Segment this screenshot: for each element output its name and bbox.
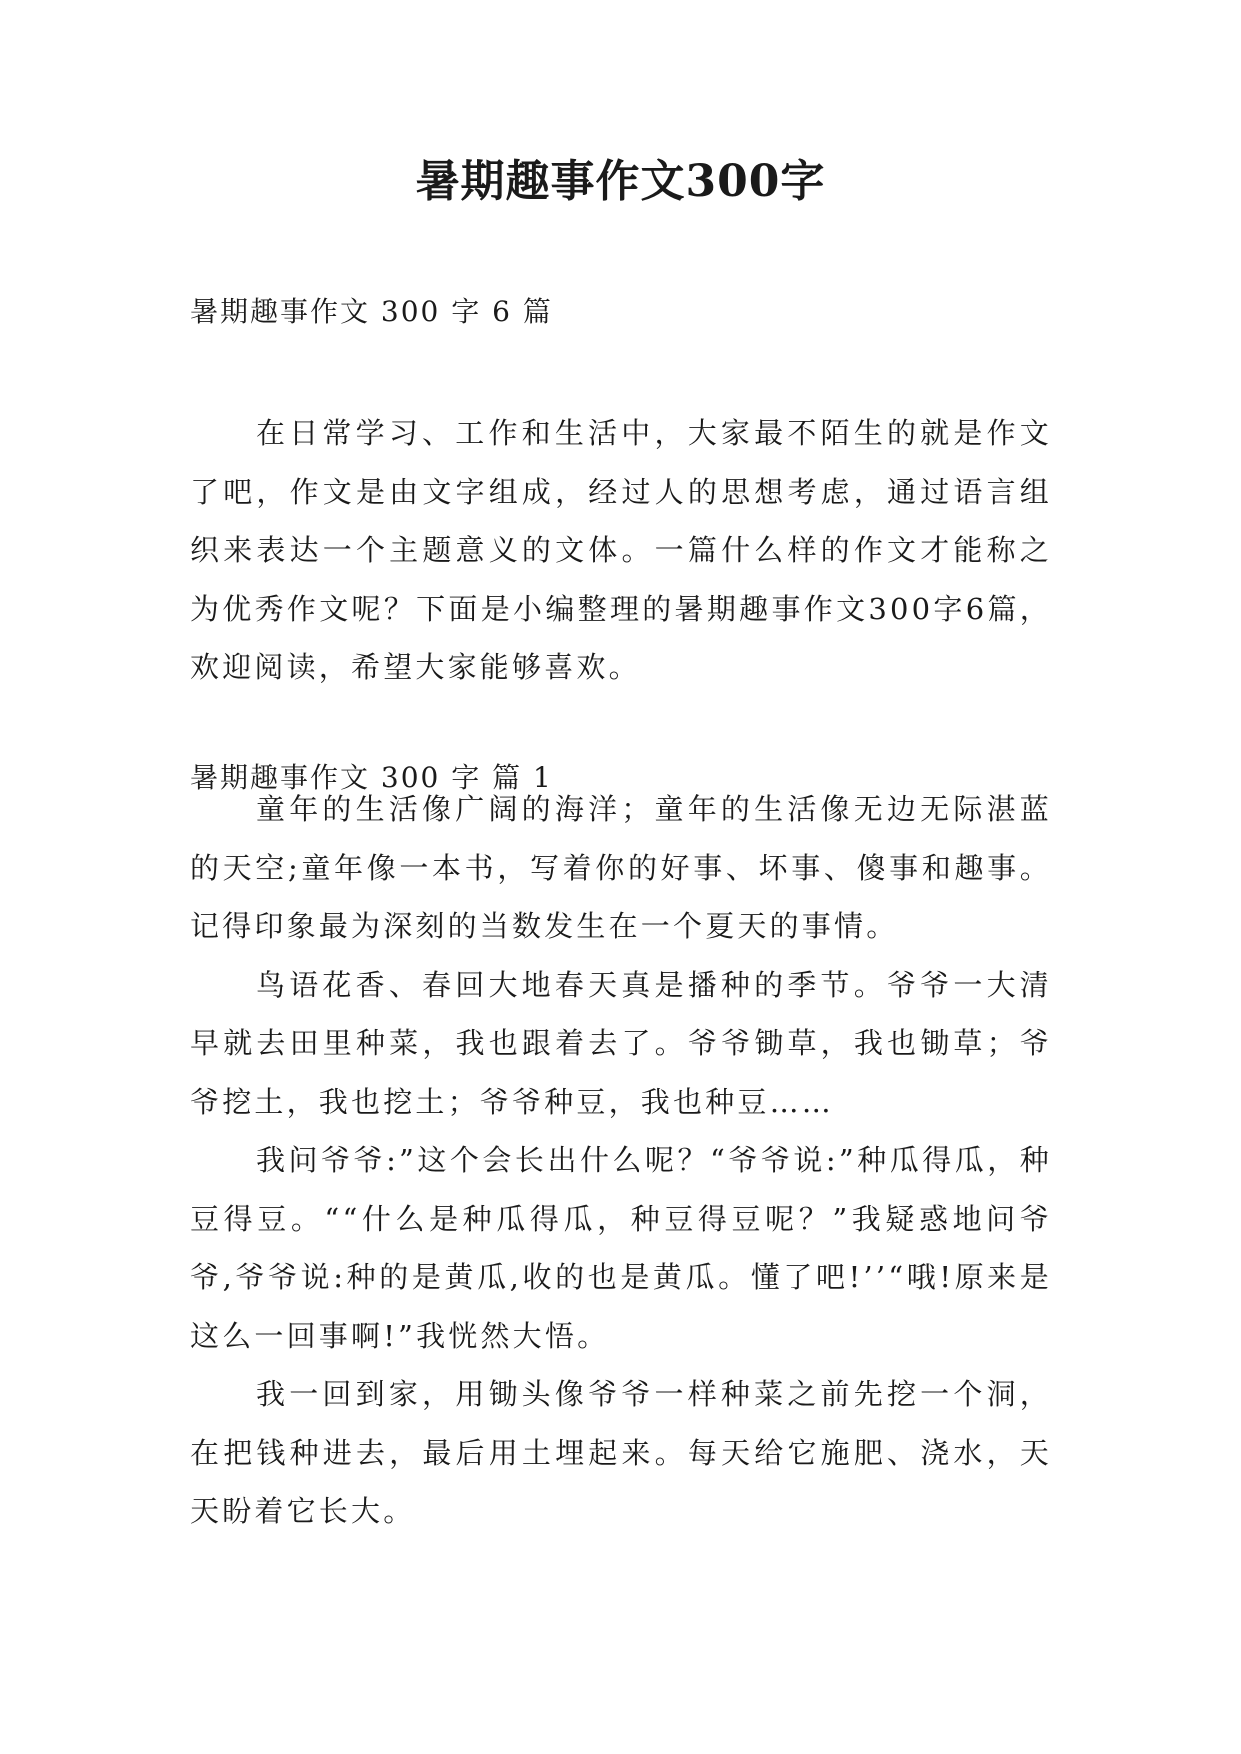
document-title: 暑期趣事作文300字: [415, 156, 826, 207]
essay-paragraph: 童年的生活像广阔的海洋；童年的生活像无边无际湛蓝的天空;童年像一本书，写着你的好事、坏事、傻事和趣事。记得印象最为深刻的当数发生在一个夏天的事情。: [190, 792, 1052, 943]
essay-body: [190, 780, 1052, 1541]
intro-block: [190, 404, 1052, 697]
essay-paragraph: 鸟语花香、春回大地春天真是播种的季节。爷爷一大清早就去田里种菜，我也跟着去了。爷爷锄草，我也锄草；爷爷挖土，我也挖土；爷爷种豆，我也种豆……: [190, 967, 1052, 1119]
intro-paragraph: 在日常学习、工作和生活中，大家最不陌生的就是作文了吧，作文是由文字组成，经过人的思想考虑，通过语言组织来表达一个主题意义的文体。一篇什么样的作文才能称之为优秀作文呢？下面是小编整理的暑期趣事作文300字6篇，欢迎阅读，希望大家能够喜欢。: [190, 416, 1052, 684]
essay-paragraph: 我问爷爷:”这个会长出什么呢？“爷爷说:”种瓜得瓜，种豆得豆。““什么是种瓜得瓜，种豆得豆呢？”我疑惑地问爷爷,爷爷说:种的是黄瓜,收的也是黄瓜。懂了吧!’’“哦!原来是这么一回事啊!”我恍然大悟。: [190, 1143, 1052, 1353]
section-heading: 暑期趣事作文 300 字 篇 1: [190, 761, 553, 794]
essay-paragraph: 我一回到家，用锄头像爷爷一样种菜之前先挖一个洞，在把钱种进去，最后用土埋起来。每天给它施肥、浇水，天天盼着它长大。: [190, 1377, 1052, 1528]
document-subtitle: 暑期趣事作文 300 字 6 篇: [190, 295, 553, 328]
